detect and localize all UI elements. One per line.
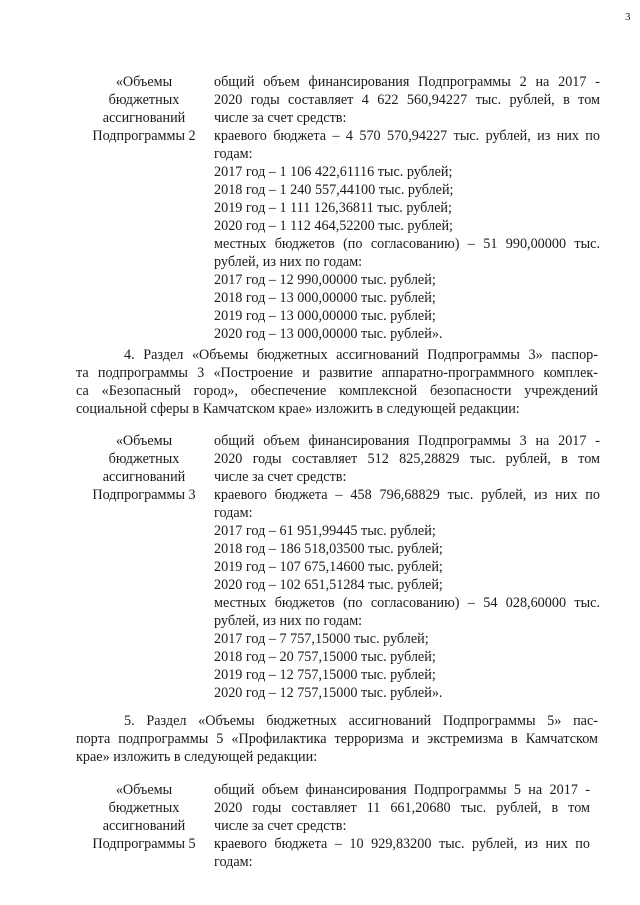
- value-line: общий объем финансирования Подпрограммы 2 на 2017 -: [214, 74, 600, 90]
- paragraph-4: [76, 346, 598, 418]
- value-line: общий объем финансирования Подпрограммы 5 на 2017 -: [214, 782, 590, 798]
- label-line: ассигнований: [102, 469, 186, 485]
- label-line: ассигнований: [102, 818, 186, 834]
- value-line: годам:: [214, 146, 253, 162]
- value-line: 2018 год – 1 240 557,44100 тыс. рублей;: [214, 182, 454, 198]
- label-line: бюджетных: [108, 451, 180, 467]
- value-line: 2017 год – 1 106 422,61116 тыс. рублей;: [214, 164, 453, 180]
- paragraph-line: социальной сферы в Камчатском крае» изложить в следующей редакции:: [76, 401, 520, 417]
- value-line: 2020 год – 1 112 464,52200 тыс. рублей;: [214, 218, 453, 234]
- label-line: бюджетных: [108, 800, 180, 816]
- label-line: «Объемы: [115, 782, 173, 798]
- value-line: 2020 год – 102 651,51284 тыс. рублей;: [214, 577, 443, 593]
- table-label-column: [76, 781, 212, 853]
- table-value-column: [214, 432, 600, 702]
- table-value-column: [214, 73, 600, 343]
- value-line: годам:: [214, 854, 253, 870]
- page-number: 3: [625, 11, 631, 23]
- value-line: 2017 год – 7 757,15000 тыс. рублей;: [214, 631, 429, 647]
- paragraph-line: та подпрограммы 3 «Построение и развитие аппаратно-программного комплек-: [76, 365, 598, 381]
- value-line: 2020 годы составляет 512 825,28829 тыс. рублей, в том: [214, 451, 600, 467]
- value-line: 2018 год – 186 518,03500 тыс. рублей;: [214, 541, 443, 557]
- value-line: краевого бюджета – 4 570 570,94227 тыс. рублей, из них по: [214, 128, 600, 144]
- value-line: общий объем финансирования Подпрограммы 3 на 2017 -: [214, 433, 600, 449]
- value-line: числе за счет средств:: [214, 110, 347, 126]
- paragraph-line: 4. Раздел «Объемы бюджетных ассигнований Подпрограммы 3» паспор-: [124, 347, 598, 363]
- table-label-column: [76, 432, 212, 504]
- paragraph-line: порта подпрограммы 5 «Профилактика терроризма и экстремизма в Камчатском: [76, 731, 598, 747]
- value-line: 2020 годы составляет 11 661,20680 тыс. рублей, в том: [214, 800, 590, 816]
- table-label-column: [76, 73, 212, 145]
- label-line: Подпрограммы 5: [92, 836, 196, 852]
- label-line: ассигнований: [102, 110, 186, 126]
- value-line: 2019 год – 12 757,15000 тыс. рублей;: [214, 667, 436, 683]
- value-line: годам:: [214, 505, 253, 521]
- value-line: числе за счет средств:: [214, 818, 347, 834]
- paragraph-line: 5. Раздел «Объемы бюджетных ассигнований Подпрограммы 5» пас-: [124, 713, 598, 729]
- value-line: числе за счет средств:: [214, 469, 347, 485]
- label-line: Подпрограммы 3: [92, 487, 196, 503]
- paragraph-5: [76, 712, 598, 766]
- value-line: краевого бюджета – 10 929,83200 тыс. рублей, из них по: [214, 836, 590, 852]
- value-line: 2018 год – 13 000,00000 тыс. рублей;: [214, 290, 436, 306]
- value-line: 2017 год – 12 990,00000 тыс. рублей;: [214, 272, 436, 288]
- value-line: рублей, из них по годам:: [214, 613, 363, 629]
- label-line: «Объемы: [115, 74, 173, 90]
- value-line: 2020 год – 12 757,15000 тыс. рублей».: [214, 685, 443, 701]
- value-line: 2020 год – 13 000,00000 тыс. рублей».: [214, 326, 443, 342]
- value-line: 2018 год – 20 757,15000 тыс. рублей;: [214, 649, 436, 665]
- value-line: 2019 год – 107 675,14600 тыс. рублей;: [214, 559, 443, 575]
- value-line: 2017 год – 61 951,99445 тыс. рублей;: [214, 523, 436, 539]
- table-value-column: [214, 781, 590, 871]
- label-line: «Объемы: [115, 433, 173, 449]
- value-line: 2020 годы составляет 4 622 560,94227 тыс. рублей, в том: [214, 92, 600, 108]
- paragraph-line: крае» изложить в следующей редакции:: [76, 749, 318, 765]
- value-line: местных бюджетов (по согласованию) – 51 990,00000 тыс.: [214, 236, 600, 252]
- value-line: 2019 год – 13 000,00000 тыс. рублей;: [214, 308, 436, 324]
- value-line: краевого бюджета – 458 796,68829 тыс. рублей, из них по: [214, 487, 600, 503]
- paragraph-line: са «Безопасный город», обеспечение комплексной безопасности учреждений: [76, 383, 598, 399]
- value-line: местных бюджетов (по согласованию) – 54 028,60000 тыс.: [214, 595, 600, 611]
- label-line: Подпрограммы 2: [92, 128, 196, 144]
- value-line: рублей, из них по годам:: [214, 254, 363, 270]
- value-line: 2019 год – 1 111 126,36811 тыс. рублей;: [214, 200, 452, 216]
- label-line: бюджетных: [108, 92, 180, 108]
